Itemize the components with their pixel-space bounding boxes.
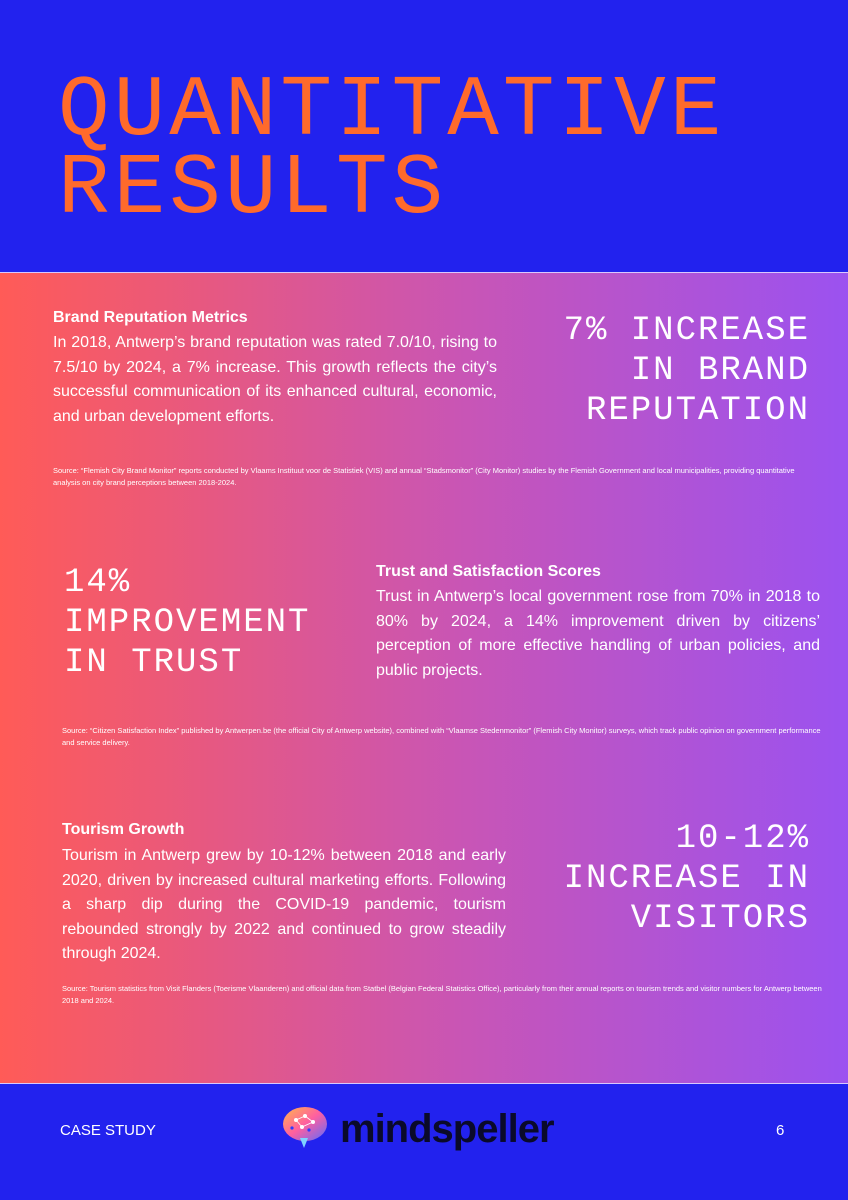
page-title-line-2: RESULTS [58, 140, 448, 238]
page-title-line-1: QUANTITATIVE [58, 62, 726, 160]
logo-wordmark: mindspeller [340, 1106, 554, 1151]
tourism-heading: Tourism Growth [62, 821, 185, 838]
trust-source: Source: “Citizen Satisfaction Index” published by Antwerpen.be (the official City of Antwerp website), combined with “Vlaamse Stedenmonitor” (Flemish City Monitor) surveys, which track public opinion on government performance and service delivery. [62, 726, 821, 747]
trust-highlight [64, 563, 364, 683]
page-number: 6 [776, 1122, 785, 1139]
highlight-line: VISITORS [630, 900, 810, 938]
highlight-line: REPUTATION [585, 392, 810, 430]
tourism-highlight [520, 819, 810, 939]
highlight-line: 10-12% [675, 820, 810, 858]
footer-case-study: CASE STUDY [60, 1122, 156, 1139]
mindspeller-logo [278, 1102, 554, 1156]
brand-reputation-text: In 2018, Antwerp’s brand reputation was rated 7.0/10, rising to 7.5/10 by 2024, a 7% increase. This growth reflects the city’s successful communication of its enhanced cultural, economic, and urban development efforts. [53, 334, 497, 425]
highlight-line: IMPROVEMENT [64, 604, 311, 642]
tourism-source: Source: Tourism statistics from Visit Flanders (Toerisme Vlaanderen) and official data from Statbel (Belgian Federal Statistics Office), particularly from their annual reports on tourism trends and visitor numbers for Antwerp between 2018 and 2024. [62, 984, 822, 1005]
highlight-line: IN BRAND [630, 352, 810, 390]
trust-heading: Trust and Satisfaction Scores [376, 563, 601, 580]
highlight-line: 7% INCREASE [563, 312, 810, 350]
brain-icon [278, 1102, 332, 1156]
highlight-line: IN TRUST [64, 644, 244, 682]
trust-text: Trust in Antwerp’s local government rose from 70% in 2018 to 80% by 2024, a 14% improvement driven by citizens’ perception of more effective handling of urban policies, and public projects. [376, 588, 820, 679]
results-panel [0, 272, 848, 1084]
brand-reputation-highlight [520, 311, 810, 431]
highlight-line: 14% [64, 564, 132, 602]
page-title [58, 62, 726, 238]
brand-reputation-heading: Brand Reputation Metrics [53, 309, 248, 326]
highlight-line: INCREASE IN [563, 860, 810, 898]
tourism-text: Tourism in Antwerp grew by 10-12% between 2018 and early 2020, driven by increased cultural marketing efforts. Following a sharp dip during the COVID-19 pandemic, tourism rebounded strongly by 2022 and continued to grow steadily through 2024. [62, 847, 506, 962]
brand-reputation-source: Source: “Flemish City Brand Monitor” reports conducted by Vlaams Instituut voor de Statistiek (VIS) and annual “Stadsmonitor” (City Monitor) studies by the Flemish Government and local municipalities, providing quantitative analysis on city brand perceptions between 2018-2024. [53, 466, 795, 487]
